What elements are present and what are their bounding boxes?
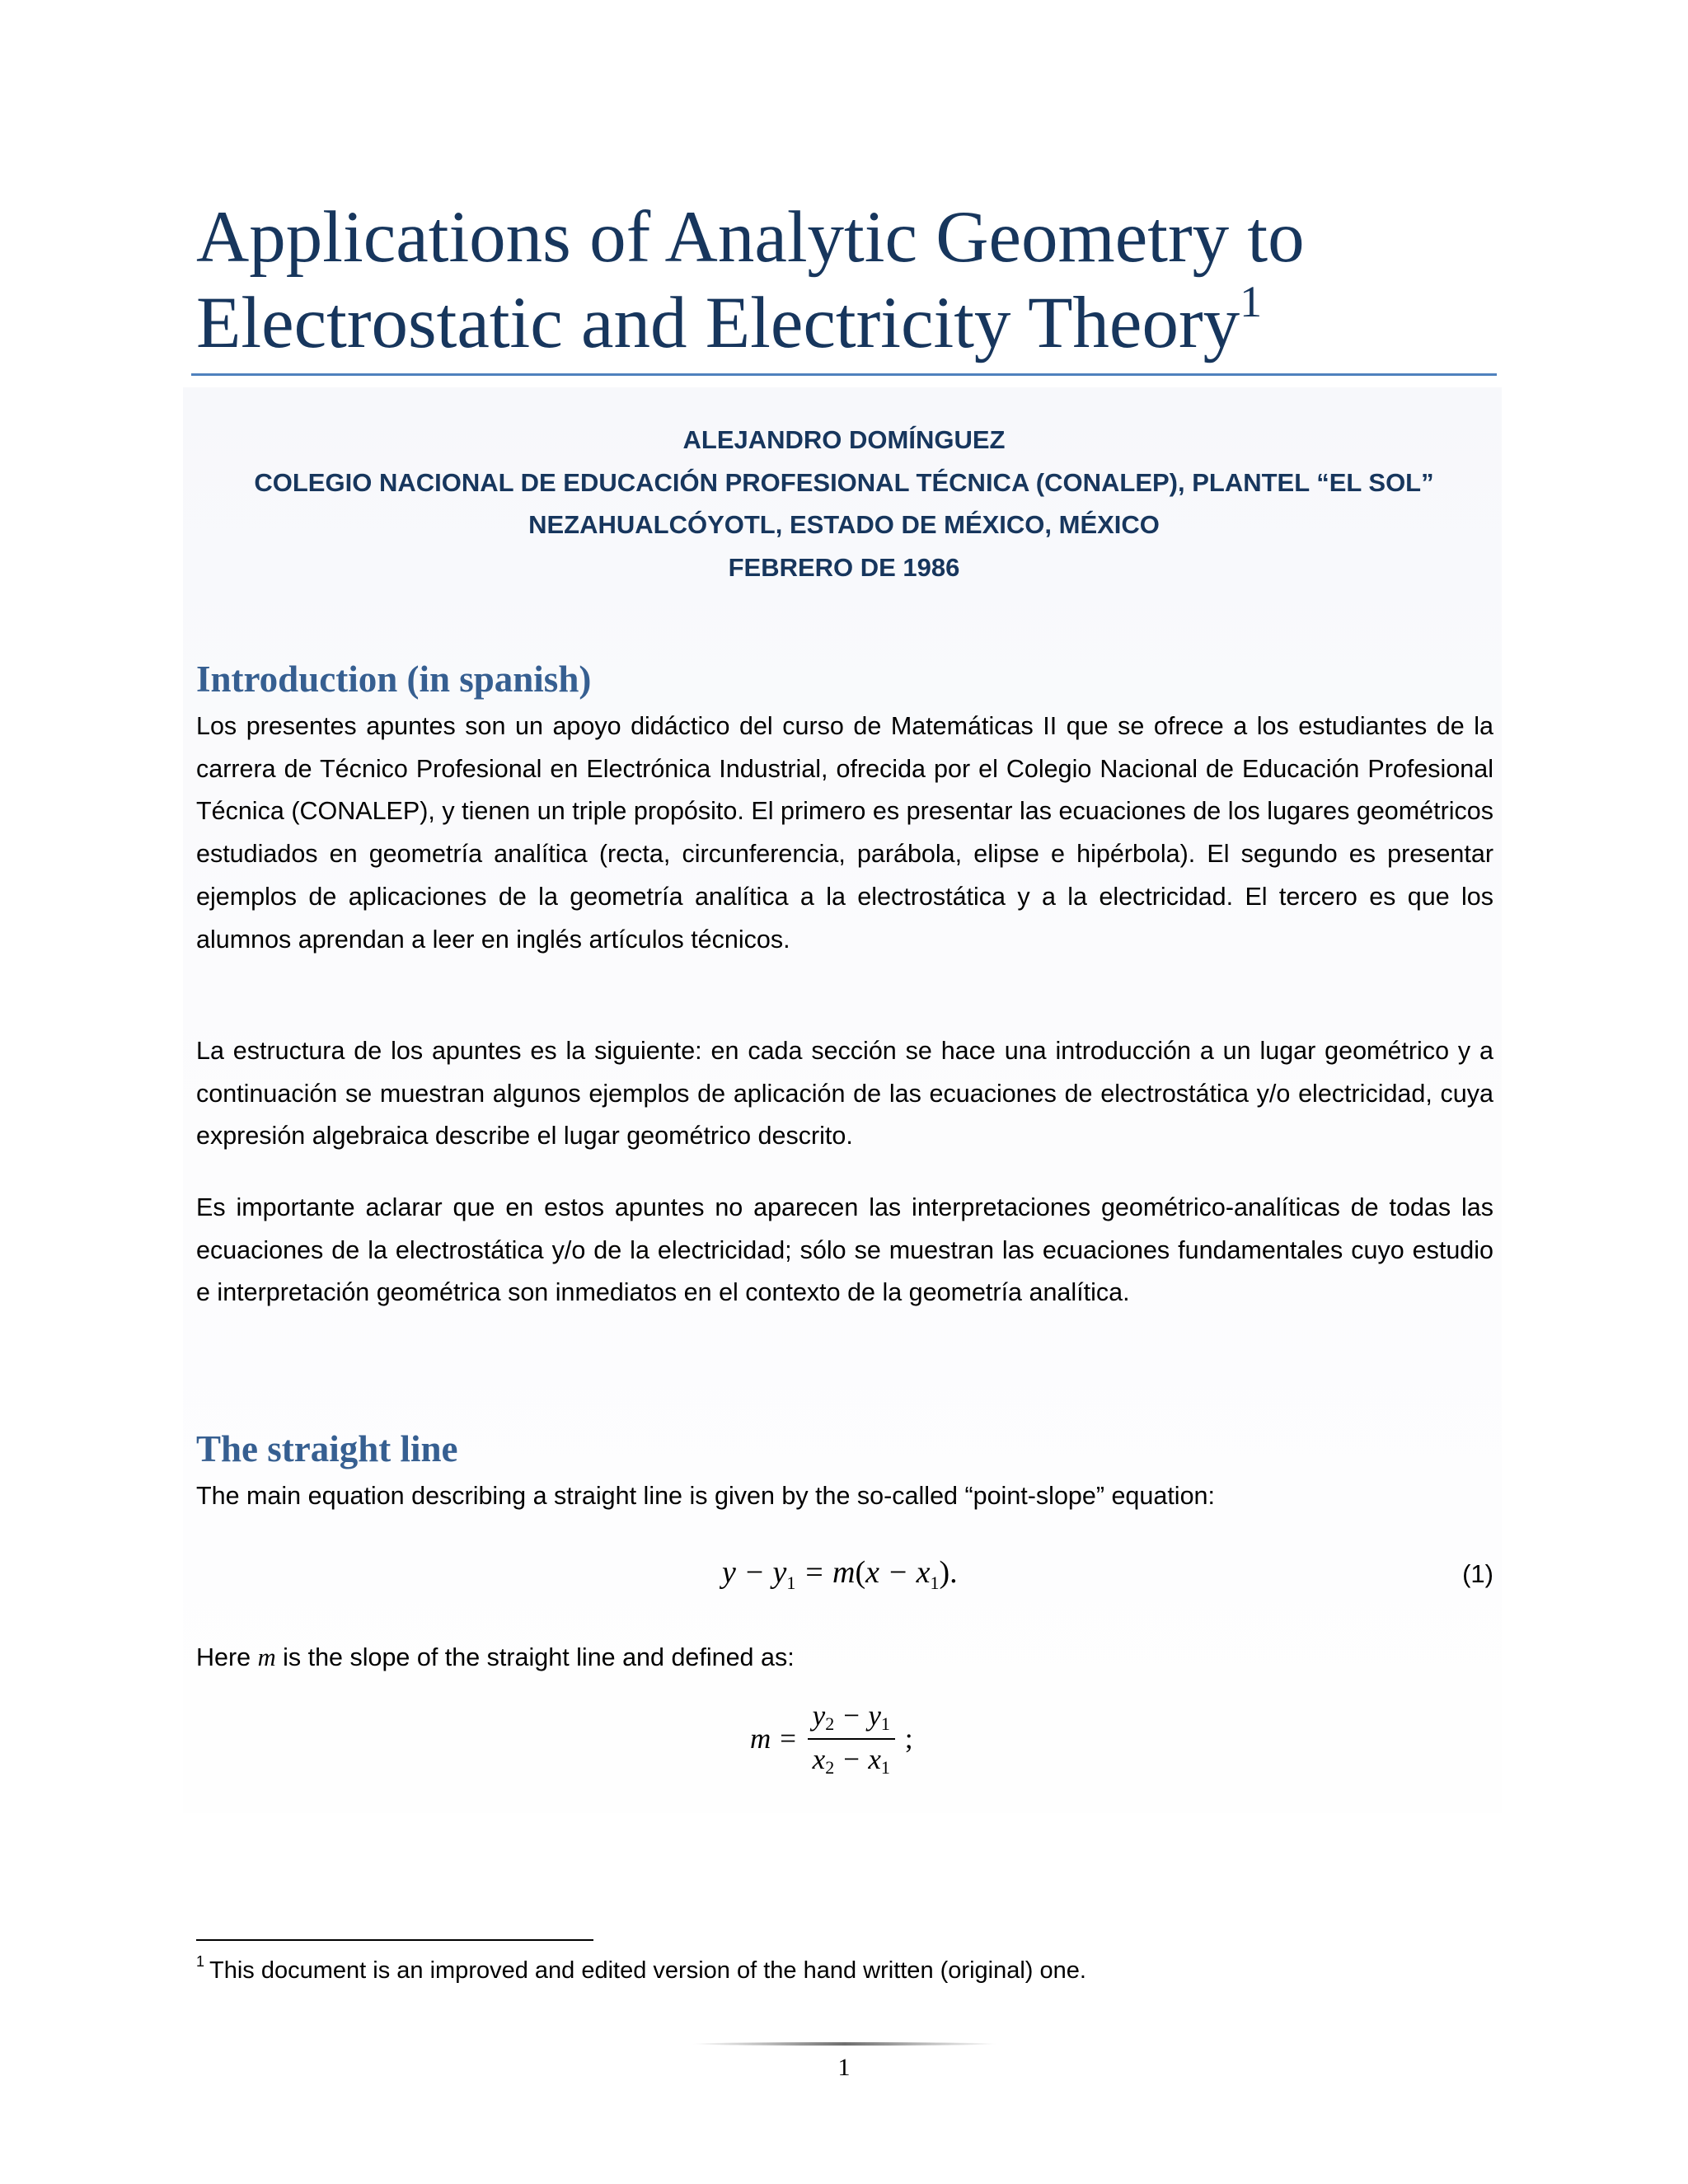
footnote-separator [196,1939,593,1941]
section-heading-introduction: Introduction (in spanish) [196,658,592,700]
footnote-marker: 1 [196,1953,205,1970]
author-location: NEZAHUALCÓYOTL, ESTADO DE MÉXICO, MÉXICO [528,510,1160,539]
title-line-2: Electrostatic and Electricity Theory [196,283,1240,363]
author-institution: COLEGIO NACIONAL DE EDUCACIÓN PROFESIONAL TÉCNICA (CONALEP), PLANTEL “EL SOL” [254,467,1434,497]
intro-paragraph-2: La estructura de los apuntes es la siguiente: en cada sección se hace una introducción a un lugar geométrico y a continuación se muestran algunos ejemplos de aplicación de las ecuaciones de electrostática y/o electricidad, cuya expresión algebraica describe el lugar geométrico descrito. [196,1037,1493,1151]
slope-text-after: is the slope of the straight line and defined as: [275,1643,795,1671]
slope-definition-text [196,1637,1493,1680]
straight-line-intro-text: The main equation describing a straight line is given by the so-called “point-slope” equation: [196,1482,1215,1510]
author-name: ALEJANDRO DOMÍNGUEZ [682,425,1006,454]
title-footnote-marker[interactable]: 1 [1240,277,1263,327]
document-date: FEBRERO DE 1986 [728,552,960,582]
point-slope-equation: $y - y_1 = m(x - x_1)$. [722,1555,958,1593]
document-title [196,194,1492,366]
slope-symbol: m [257,1643,276,1671]
equation-number-1: (1) [1462,1559,1493,1588]
slope-fraction [808,1699,895,1779]
slope-denominator: $x_2 - x_1$ [812,1743,890,1778]
intro-paragraph-1: Los presentes apuntes son un apoyo didáctico del curso de Matemáticas II que se ofrece a los estudiantes de la carrera de Técnico Profesional en Electrónica Industrial, ofrecida por el Colegio Nacional de Educación Profesional Técnica (CONALEP), y tienen un triple propósito. El primero es presentar las ecuaciones de los lugares geométricos estudiados en geometría analítica (recta, circunferencia, parábola, elipse e hipérbola). El segundo es presentar ejemplos de aplicaciones de la geometría analítica a la electrostática y a la electricidad. El tercero es que los alumnos aprendan a leer en inglés artículos técnicos. [196,712,1493,954]
author-block [191,419,1497,588]
title-line-1: Applications of Analytic Geometry to [196,197,1305,278]
slope-text-before: Here [196,1643,258,1671]
slope-formula: m = $\frac{y_2 - y_1}{x_2 - x_1}$ ; [750,1699,913,1778]
slope-numerator: $y_2 - y_1$ [808,1699,895,1740]
intro-paragraph-3: Es importante aclarar que en estos apuntes no aparecen las interpretaciones geométrico-analíticas de todas las ecuaciones de la electrostática y/o de la electricidad; sólo se muestran las ecuaciones fundamentales cuyo estudio e interpretación geométrica son inmediatos en el contexto de la geometría analítica. [196,1193,1493,1307]
page-number-rule [692,2042,997,2046]
footnote-1 [196,1953,1086,1985]
title-underline-rule [191,373,1497,376]
section-heading-straight-line: The straight line [196,1428,458,1469]
page-number: 1 [837,2054,851,2081]
footnote-text: This document is an improved and edited version of the hand written (original) one. [209,1957,1086,1984]
